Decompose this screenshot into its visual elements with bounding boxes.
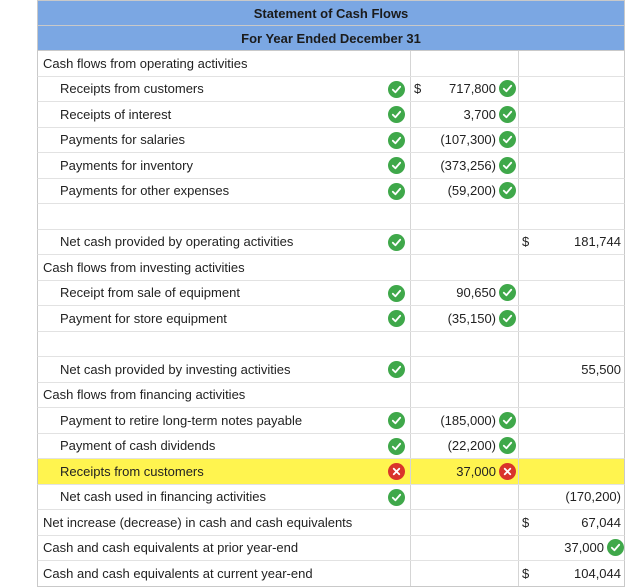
table-row bbox=[37, 77, 625, 103]
check-icon bbox=[499, 106, 516, 123]
total-cell[interactable] bbox=[518, 536, 625, 561]
amount-value: (35,150) bbox=[447, 310, 496, 326]
total-cell[interactable] bbox=[518, 408, 625, 433]
table-row bbox=[37, 306, 625, 332]
table-row bbox=[37, 332, 625, 358]
row-label-text: Net increase (decrease) in cash and cash equivalents bbox=[43, 514, 353, 530]
row-label[interactable] bbox=[38, 485, 410, 510]
row-label-text: Net cash provided by investing activities bbox=[60, 361, 291, 377]
check-icon bbox=[388, 106, 405, 123]
check-icon bbox=[388, 81, 405, 98]
check-icon bbox=[499, 80, 516, 97]
total-cell[interactable] bbox=[518, 179, 625, 204]
amount-value: 90,650 bbox=[456, 285, 496, 301]
row-label-text: Cash flows from investing activities bbox=[43, 259, 245, 275]
error-icon bbox=[388, 463, 405, 480]
currency-symbol: $ bbox=[522, 514, 530, 530]
amount-cell[interactable] bbox=[410, 128, 518, 153]
amount-value: (185,000) bbox=[440, 412, 496, 428]
check-icon bbox=[388, 157, 405, 174]
cash-flow-statement bbox=[37, 0, 625, 587]
row-label[interactable] bbox=[38, 434, 410, 459]
amount-cell[interactable] bbox=[410, 51, 518, 76]
table-row bbox=[37, 510, 625, 536]
total-cell[interactable] bbox=[518, 204, 625, 229]
table-row bbox=[37, 485, 625, 511]
total-cell[interactable] bbox=[518, 255, 625, 280]
table-row bbox=[37, 102, 625, 128]
table-row bbox=[37, 434, 625, 460]
amount-value: 104,044 bbox=[574, 565, 621, 581]
check-icon bbox=[499, 131, 516, 148]
amount-cell[interactable] bbox=[410, 408, 518, 433]
statement-subtitle: For Year Ended December 31 bbox=[37, 25, 625, 51]
table-row bbox=[37, 408, 625, 434]
check-icon bbox=[388, 234, 405, 251]
amount-value: 55,500 bbox=[581, 361, 621, 377]
amount-cell[interactable] bbox=[410, 102, 518, 127]
statement-rows bbox=[37, 51, 625, 587]
row-label[interactable] bbox=[38, 510, 410, 535]
table-row bbox=[37, 153, 625, 179]
amount-cell[interactable] bbox=[410, 383, 518, 408]
amount-value: (107,300) bbox=[440, 132, 496, 148]
total-cell[interactable] bbox=[518, 561, 625, 586]
amount-cell[interactable] bbox=[410, 434, 518, 459]
table-row bbox=[37, 281, 625, 307]
amount-cell[interactable] bbox=[410, 510, 518, 535]
row-label[interactable] bbox=[38, 51, 410, 76]
total-cell[interactable] bbox=[518, 357, 625, 382]
total-cell[interactable] bbox=[518, 510, 625, 535]
check-icon bbox=[607, 539, 624, 556]
row-label-text: Net cash provided by operating activities bbox=[60, 234, 294, 250]
amount-value: 181,744 bbox=[574, 234, 621, 250]
amount-cell[interactable] bbox=[410, 179, 518, 204]
check-icon bbox=[388, 412, 405, 429]
amount-value: 37,000 bbox=[564, 540, 604, 556]
amount-cell[interactable] bbox=[410, 255, 518, 280]
row-label-text: Cash flows from financing activities bbox=[43, 387, 246, 403]
row-label-text: Cash and cash equivalents at current year-end bbox=[43, 565, 313, 581]
row-label-text: Payment for store equipment bbox=[60, 310, 227, 326]
row-label[interactable] bbox=[38, 536, 410, 561]
table-row bbox=[37, 51, 625, 77]
amount-cell[interactable] bbox=[410, 561, 518, 586]
total-cell[interactable] bbox=[518, 459, 625, 484]
total-cell[interactable] bbox=[518, 383, 625, 408]
check-icon bbox=[388, 310, 405, 327]
amount-value: 37,000 bbox=[456, 463, 496, 479]
table-row bbox=[37, 204, 625, 230]
row-label[interactable] bbox=[38, 383, 410, 408]
check-icon bbox=[388, 132, 405, 149]
currency-symbol: $ bbox=[522, 234, 530, 250]
amount-value: 717,800 bbox=[449, 81, 496, 97]
amount-cell[interactable] bbox=[410, 204, 518, 229]
row-label[interactable] bbox=[38, 128, 410, 153]
row-label[interactable] bbox=[38, 102, 410, 127]
check-icon bbox=[388, 361, 405, 378]
total-cell[interactable] bbox=[518, 306, 625, 331]
check-icon bbox=[388, 438, 405, 455]
amount-value: 67,044 bbox=[581, 514, 621, 530]
row-label[interactable] bbox=[38, 204, 410, 229]
total-cell[interactable] bbox=[518, 153, 625, 178]
statement-title: Statement of Cash Flows bbox=[37, 0, 625, 25]
row-label-text: Cash and cash equivalents at prior year-end bbox=[43, 540, 299, 556]
row-label-text: Payment to retire long-term notes payable bbox=[60, 412, 303, 428]
row-label[interactable] bbox=[38, 153, 410, 178]
table-row bbox=[37, 357, 625, 383]
amount-cell[interactable] bbox=[410, 77, 518, 102]
total-cell[interactable] bbox=[518, 434, 625, 459]
amount-value: 3,700 bbox=[463, 106, 496, 122]
currency-symbol: $ bbox=[414, 81, 422, 97]
amount-cell[interactable] bbox=[410, 332, 518, 357]
row-label-text: Receipt from sale of equipment bbox=[60, 285, 240, 301]
check-icon bbox=[499, 157, 516, 174]
total-cell[interactable] bbox=[518, 281, 625, 306]
total-cell[interactable] bbox=[518, 485, 625, 510]
row-label-text: Payments for other expenses bbox=[60, 183, 230, 199]
row-label-text: Cash flows from operating activities bbox=[43, 55, 248, 71]
total-cell[interactable] bbox=[518, 102, 625, 127]
currency-symbol: $ bbox=[522, 565, 530, 581]
amount-cell[interactable] bbox=[410, 485, 518, 510]
row-label[interactable] bbox=[38, 332, 410, 357]
amount-value: (373,256) bbox=[440, 157, 496, 173]
table-row bbox=[37, 230, 625, 256]
table-row bbox=[37, 128, 625, 154]
row-label[interactable] bbox=[38, 77, 410, 102]
row-label[interactable] bbox=[38, 357, 410, 382]
row-label-text: Payments for inventory bbox=[60, 157, 193, 173]
row-label[interactable] bbox=[38, 281, 410, 306]
table-row bbox=[37, 179, 625, 205]
amount-cell[interactable] bbox=[410, 536, 518, 561]
row-label-text: Receipts from customers bbox=[60, 463, 204, 479]
table-row bbox=[37, 383, 625, 409]
total-cell[interactable] bbox=[518, 128, 625, 153]
row-label[interactable] bbox=[38, 306, 410, 331]
table-row bbox=[37, 459, 625, 485]
table-row bbox=[37, 255, 625, 281]
check-icon bbox=[499, 182, 516, 199]
row-label-text: Receipts of interest bbox=[60, 106, 172, 122]
row-label-text: Net cash used in financing activities bbox=[60, 489, 266, 505]
check-icon bbox=[499, 437, 516, 454]
check-icon bbox=[499, 284, 516, 301]
row-label[interactable] bbox=[38, 230, 410, 255]
check-icon bbox=[388, 183, 405, 200]
row-label-text: Receipts from customers bbox=[60, 81, 204, 97]
amount-cell[interactable] bbox=[410, 306, 518, 331]
amount-cell[interactable] bbox=[410, 230, 518, 255]
check-icon bbox=[388, 489, 405, 506]
error-icon bbox=[499, 463, 516, 480]
amount-value: (170,200) bbox=[565, 489, 621, 505]
row-label-text: Payment of cash dividends bbox=[60, 438, 216, 454]
total-cell[interactable] bbox=[518, 332, 625, 357]
total-cell[interactable] bbox=[518, 230, 625, 255]
check-icon bbox=[388, 285, 405, 302]
amount-value: (59,200) bbox=[447, 183, 496, 199]
amount-value: (22,200) bbox=[447, 438, 496, 454]
row-label[interactable] bbox=[38, 179, 410, 204]
total-cell[interactable] bbox=[518, 77, 625, 102]
check-icon bbox=[499, 412, 516, 429]
row-label[interactable] bbox=[38, 459, 410, 484]
amount-cell[interactable] bbox=[410, 459, 518, 484]
table-row bbox=[37, 536, 625, 562]
row-label[interactable] bbox=[38, 561, 410, 586]
amount-cell[interactable] bbox=[410, 281, 518, 306]
total-cell[interactable] bbox=[518, 51, 625, 76]
check-icon bbox=[499, 310, 516, 327]
row-label-text: Payments for salaries bbox=[60, 132, 185, 148]
amount-cell[interactable] bbox=[410, 153, 518, 178]
row-label[interactable] bbox=[38, 408, 410, 433]
row-label[interactable] bbox=[38, 255, 410, 280]
amount-cell[interactable] bbox=[410, 357, 518, 382]
